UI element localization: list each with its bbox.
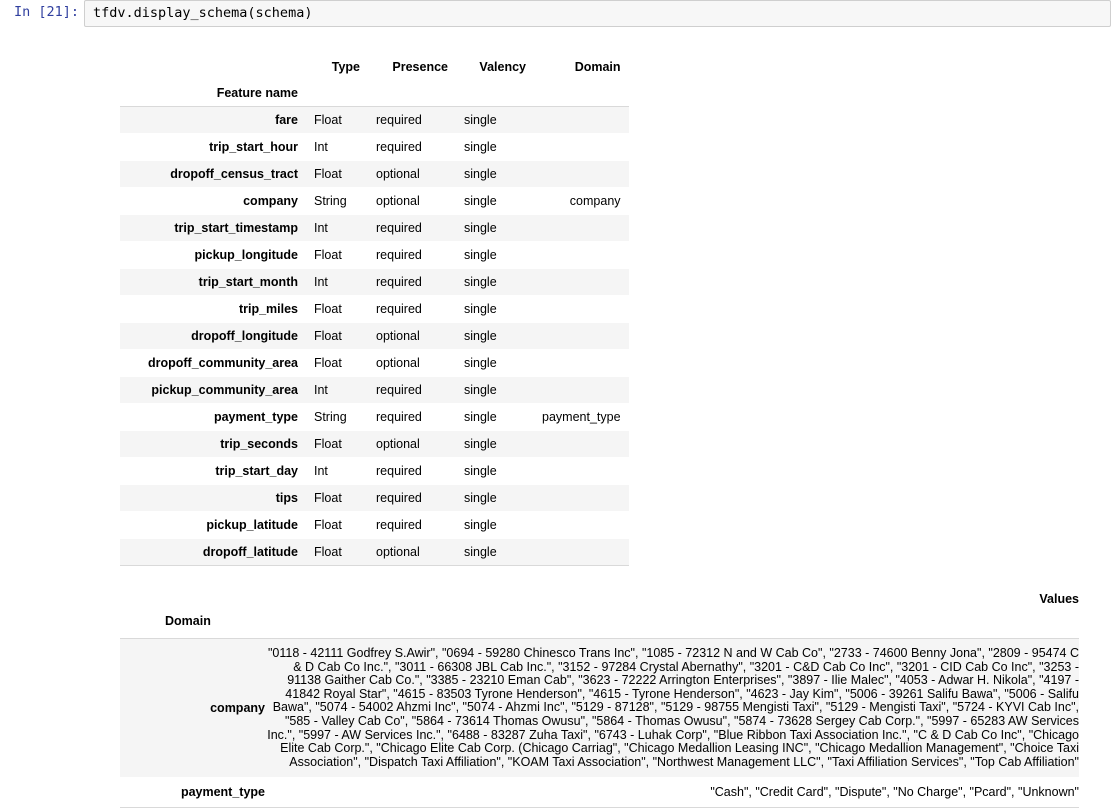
schema-header-valency: Valency (479, 60, 526, 74)
table-row (120, 512, 629, 539)
schema-cell-domain (534, 296, 629, 323)
table-row (120, 188, 629, 215)
schema-cell-feature-name: trip_start_timestamp (120, 215, 306, 242)
domain-cell-name: company (120, 639, 265, 778)
schema-table-container (0, 54, 1111, 566)
schema-cell-feature-name: tips (120, 485, 306, 512)
notebook-input-cell (0, 0, 1111, 27)
table-row (120, 539, 629, 566)
domain-table-body (120, 639, 1079, 808)
schema-cell-presence: optional (368, 539, 456, 566)
schema-cell-domain (534, 512, 629, 539)
schema-table-head (120, 54, 629, 107)
schema-cell-valency: single (456, 512, 534, 539)
schema-cell-type: Float (306, 107, 368, 134)
schema-header-feature-name: Feature name (216, 86, 298, 100)
schema-cell-domain (534, 161, 629, 188)
schema-cell-feature-name: trip_start_month (120, 269, 306, 296)
schema-cell-presence: optional (368, 161, 456, 188)
schema-header-type: Type (331, 60, 360, 74)
schema-cell-presence: required (368, 485, 456, 512)
schema-cell-type: Float (306, 539, 368, 566)
schema-cell-domain (534, 269, 629, 296)
schema-cell-valency: single (456, 377, 534, 404)
domain-values-header-row (120, 592, 1079, 614)
schema-cell-valency: single (456, 161, 534, 188)
domain-cell-name: payment_type (120, 777, 265, 808)
schema-cell-domain (534, 431, 629, 458)
schema-cell-valency: single (456, 404, 534, 431)
schema-cell-domain (534, 350, 629, 377)
schema-cell-domain (534, 107, 629, 134)
schema-cell-feature-name: fare (120, 107, 306, 134)
domain-header-domain: Domain (165, 614, 211, 628)
schema-cell-domain (534, 242, 629, 269)
schema-cell-domain (534, 134, 629, 161)
schema-cell-domain (534, 458, 629, 485)
schema-cell-valency: single (456, 215, 534, 242)
schema-cell-valency: single (456, 350, 534, 377)
schema-cell-presence: required (368, 242, 456, 269)
table-row (120, 485, 629, 512)
schema-cell-domain: company (534, 188, 629, 215)
schema-cell-presence: required (368, 296, 456, 323)
schema-cell-presence: required (368, 269, 456, 296)
schema-cell-type: Float (306, 431, 368, 458)
schema-cell-valency: single (456, 107, 534, 134)
schema-cell-type: Int (306, 134, 368, 161)
schema-cell-feature-name: dropoff_community_area (120, 350, 306, 377)
schema-cell-valency: single (456, 458, 534, 485)
table-row (120, 350, 629, 377)
schema-cell-valency: single (456, 296, 534, 323)
schema-cell-presence: required (368, 377, 456, 404)
schema-table (120, 54, 629, 566)
schema-header-spacer-1 (306, 80, 368, 107)
domain-header-blank (120, 592, 265, 614)
schema-header-spacer-4 (534, 80, 629, 107)
table-row (120, 242, 629, 269)
schema-cell-type: Float (306, 296, 368, 323)
schema-cell-valency: single (456, 134, 534, 161)
schema-header-spacer-3 (456, 80, 534, 107)
code-input-area[interactable] (84, 0, 1111, 27)
schema-header-presence: Presence (392, 60, 448, 74)
domain-table-head (120, 592, 1079, 639)
schema-table-body (120, 107, 629, 566)
table-row (120, 215, 629, 242)
table-row (120, 777, 1079, 808)
schema-cell-feature-name: trip_start_hour (120, 134, 306, 161)
table-row (120, 161, 629, 188)
schema-cell-type: Float (306, 242, 368, 269)
schema-cell-feature-name: dropoff_longitude (120, 323, 306, 350)
table-row (120, 431, 629, 458)
domain-cell-values: "0118 - 42111 Godfrey S.Awir", "0694 - 59280 Chinesco Trans Inc", "1085 - 72312 N and W Cab Co", "2733 - 74600 Benny Jona", "2809 - 95474 C & D Cab Co Inc.", "3011 - 66308 JBL Cab Inc.", "3152 - 97284 Crystal Abernathy", "3201 - C&D Cab Co Inc", "3201 - CID Cab Co Inc", "3253 - 91138 Gaither Cab Co.", "3385 - 23210 Eman Cab", "3623 - 72222 Arrington Enterprises", "3897 - Ilie Malec", "4053 - Adwar H. Nikola", "4197 - 41842 Royal Star", "4615 - 83503 Tyrone Henderson", "4615 - Tyrone Henderson", "4623 - Jay Kim", "5006 - 39261 Salifu Bawa", "5006 - Salifu Bawa", "5074 - 54002 Ahzmi Inc", "5074 - Ahzmi Inc", "5129 - 87128", "5129 - 98755 Mengisti Taxi", "5129 - Mengisti Taxi", "5724 - KYVI Cab Inc", "585 - Valley Cab Co", "5864 - 73614 Thomas Owusu", "5864 - Thomas Owusu", "5874 - 73628 Sergey Cab Corp.", "5997 - 65283 AW Services Inc.", "5997 - AW Services Inc.", "6488 - 83287 Zuha Taxi", "6743 - Luhak Corp", "Blue Ribbon Taxi Association Inc.", "C & D Cab Co Inc", "Chicago Elite Cab Corp.", "Chicago Elite Cab Corp. (Chicago Carriag", "Chicago Medallion Leasing INC", "Chicago Medallion Management", "Choice Taxi Association", "Dispatch Taxi Affiliation", "KOAM Taxi Association", "Northwest Management LLC", "Taxi Affiliation Services", "Top Cab Affiliation" (265, 639, 1079, 778)
schema-header-spacer-2 (368, 80, 456, 107)
schema-cell-presence: optional (368, 431, 456, 458)
table-row (120, 458, 629, 485)
schema-cell-valency: single (456, 485, 534, 512)
schema-cell-feature-name: pickup_longitude (120, 242, 306, 269)
table-row (120, 107, 629, 134)
schema-cell-presence: optional (368, 323, 456, 350)
schema-cell-feature-name: company (120, 188, 306, 215)
schema-cell-valency: single (456, 539, 534, 566)
table-row (120, 404, 629, 431)
schema-cell-type: Float (306, 323, 368, 350)
table-row (120, 323, 629, 350)
schema-cell-presence: required (368, 404, 456, 431)
schema-cell-valency: single (456, 269, 534, 296)
schema-cell-domain (534, 215, 629, 242)
schema-cell-feature-name: dropoff_latitude (120, 539, 306, 566)
schema-cell-type: Int (306, 269, 368, 296)
schema-cell-domain (534, 377, 629, 404)
schema-cell-feature-name: pickup_community_area (120, 377, 306, 404)
schema-cell-presence: required (368, 107, 456, 134)
schema-cell-type: String (306, 188, 368, 215)
domain-label-header-row (120, 614, 1079, 639)
table-row (120, 134, 629, 161)
schema-cell-presence: required (368, 215, 456, 242)
schema-cell-presence: optional (368, 188, 456, 215)
schema-header-blank (120, 54, 306, 80)
schema-cell-domain: payment_type (534, 404, 629, 431)
domain-table-container (0, 592, 1111, 808)
table-row (120, 296, 629, 323)
schema-cell-type: Float (306, 485, 368, 512)
domain-table (120, 592, 1079, 808)
table-row (120, 377, 629, 404)
schema-cell-feature-name: payment_type (120, 404, 306, 431)
schema-cell-type: Int (306, 215, 368, 242)
schema-cell-valency: single (456, 188, 534, 215)
schema-feature-name-row (120, 80, 629, 107)
schema-cell-valency: single (456, 323, 534, 350)
domain-header-values: Values (1039, 592, 1079, 606)
domain-header-spacer (265, 614, 1079, 639)
schema-cell-feature-name: trip_miles (120, 296, 306, 323)
schema-cell-valency: single (456, 431, 534, 458)
table-row (120, 639, 1079, 778)
schema-header-row (120, 54, 629, 80)
schema-header-domain: Domain (574, 60, 621, 74)
schema-cell-feature-name: trip_start_day (120, 458, 306, 485)
schema-cell-type: String (306, 404, 368, 431)
schema-cell-feature-name: pickup_latitude (120, 512, 306, 539)
schema-cell-type: Float (306, 161, 368, 188)
schema-cell-presence: required (368, 134, 456, 161)
schema-cell-domain (534, 323, 629, 350)
table-row (120, 269, 629, 296)
schema-cell-domain (534, 485, 629, 512)
schema-cell-feature-name: dropoff_census_tract (120, 161, 306, 188)
schema-cell-domain (534, 539, 629, 566)
schema-cell-type: Int (306, 458, 368, 485)
domain-cell-values: "Cash", "Credit Card", "Dispute", "No Charge", "Pcard", "Unknown" (265, 777, 1079, 808)
schema-cell-type: Float (306, 512, 368, 539)
schema-cell-presence: optional (368, 350, 456, 377)
schema-cell-presence: required (368, 458, 456, 485)
schema-cell-presence: required (368, 512, 456, 539)
cell-prompt-label: In [21]: (14, 4, 80, 20)
code-text[interactable]: tfdv.display_schema(schema) (93, 5, 313, 21)
schema-cell-feature-name: trip_seconds (120, 431, 306, 458)
schema-cell-type: Float (306, 350, 368, 377)
schema-cell-valency: single (456, 242, 534, 269)
schema-cell-type: Int (306, 377, 368, 404)
